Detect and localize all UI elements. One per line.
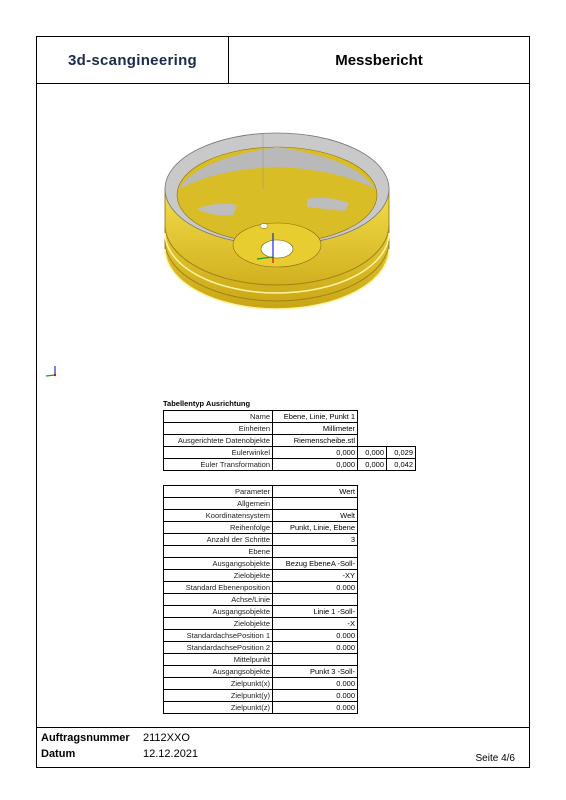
parameter-value-cell: 0.000 <box>273 702 358 714</box>
parameter-label-cell: Mittelpunkt <box>164 654 273 666</box>
date-value: 12.12.2021 <box>143 748 199 760</box>
axis-triad-icon <box>43 361 63 379</box>
alignment-row <box>164 459 416 471</box>
alignment-value-cell: 0,000 <box>358 459 387 471</box>
order-number-label: Auftragsnummer <box>41 732 130 744</box>
parameter-table <box>163 485 358 714</box>
parameter-row <box>164 606 358 618</box>
alignment-label-cell: Einheiten <box>164 423 273 435</box>
alignment-label-cell: Ausgerichtete Datenobjekte <box>164 435 273 447</box>
parameter-label-cell: StandardachsePosition 1 <box>164 630 273 642</box>
alignment-label-cell: Euler Transformation <box>164 459 273 471</box>
parameter-row <box>164 510 358 522</box>
parameter-label-cell: Koordinatensystem <box>164 510 273 522</box>
alignment-row <box>164 423 416 435</box>
alignment-value-cell: Riemenscheibe.stl <box>273 435 358 447</box>
alignment-value-cell <box>387 435 416 447</box>
alignment-value-cell <box>387 423 416 435</box>
parameter-row <box>164 594 358 606</box>
alignment-label-cell: Name <box>164 411 273 423</box>
report-footer <box>37 727 529 770</box>
parameter-value-cell: 0.000 <box>273 690 358 702</box>
alignment-row <box>164 435 416 447</box>
parameter-value-cell: Punkt, Linie, Ebene <box>273 522 358 534</box>
alignment-value-cell: 0,000 <box>273 459 358 471</box>
parameter-row <box>164 630 358 642</box>
parameter-row <box>164 534 358 546</box>
alignment-row <box>164 447 416 459</box>
parameter-value-cell: 0.000 <box>273 642 358 654</box>
parameter-value-cell <box>273 654 358 666</box>
page-number: Seite 4/6 <box>475 753 515 764</box>
parameter-row <box>164 678 358 690</box>
parameter-value-cell: 0.000 <box>273 582 358 594</box>
alignment-value-cell: Ebene, Linie, Punkt 1 <box>273 411 358 423</box>
parameter-label-cell: Achse/Linie <box>164 594 273 606</box>
parameter-row <box>164 618 358 630</box>
parameter-value-cell <box>273 546 358 558</box>
parameter-label-cell: Zielpunkt(y) <box>164 690 273 702</box>
alignment-value-cell <box>358 435 387 447</box>
parameter-value-cell: Wert <box>273 486 358 498</box>
parameter-row <box>164 654 358 666</box>
parameter-value-cell: Welt <box>273 510 358 522</box>
parameter-value-cell: 0.000 <box>273 630 358 642</box>
order-number-value: 2112XXO <box>143 732 190 744</box>
parameter-label-cell: Standard Ebenenposition <box>164 582 273 594</box>
parameter-value-cell: 0.000 <box>273 678 358 690</box>
parameter-label-cell: Ausgangsobjekte <box>164 666 273 678</box>
company-logo: 3d-scangineering <box>37 37 229 83</box>
parameter-label-cell: Zielpunkt(z) <box>164 702 273 714</box>
alignment-value-cell <box>358 423 387 435</box>
parameter-row <box>164 690 358 702</box>
alignment-value-cell: 0,029 <box>387 447 416 459</box>
alignment-value-cell: 0,000 <box>273 447 358 459</box>
parameter-label-cell: Zielobjekte <box>164 570 273 582</box>
alignment-table <box>163 410 416 471</box>
alignment-table-title: Tabellentyp Ausrichtung <box>163 399 251 408</box>
parameter-label-cell: Parameter <box>164 486 273 498</box>
parameter-row <box>164 486 358 498</box>
parameter-label-cell: StandardachsePosition 2 <box>164 642 273 654</box>
parameter-label-cell: Ebene <box>164 546 273 558</box>
parameter-value-cell: 3 <box>273 534 358 546</box>
parameter-row <box>164 570 358 582</box>
parameter-row <box>164 582 358 594</box>
parameter-row <box>164 522 358 534</box>
parameter-value-cell: Linie 1 -Soll- <box>273 606 358 618</box>
parameter-label-cell: Zielobjekte <box>164 618 273 630</box>
parameter-label-cell: Ausgangsobjekte <box>164 558 273 570</box>
alignment-value-cell: 0,042 <box>387 459 416 471</box>
parameter-label-cell: Zielpunkt(x) <box>164 678 273 690</box>
parameter-label-cell: Ausgangsobjekte <box>164 606 273 618</box>
parameter-label-cell: Anzahl der Schritte <box>164 534 273 546</box>
report-header <box>37 37 529 84</box>
parameter-row <box>164 498 358 510</box>
alignment-value-cell <box>387 411 416 423</box>
alignment-value-cell: Millimeter <box>273 423 358 435</box>
parameter-value-cell: Punkt 3 -Soll- <box>273 666 358 678</box>
parameter-row <box>164 546 358 558</box>
parameter-row <box>164 702 358 714</box>
parameter-label-cell: Allgemein <box>164 498 273 510</box>
parameter-value-cell: -X <box>273 618 358 630</box>
parameter-value-cell <box>273 498 358 510</box>
date-label: Datum <box>41 748 76 760</box>
report-title: Messbericht <box>335 51 423 69</box>
alignment-value-cell: 0,000 <box>358 447 387 459</box>
parameter-value-cell: -XY <box>273 570 358 582</box>
parameter-row <box>164 642 358 654</box>
alignment-label-cell: Eulerwinkel <box>164 447 273 459</box>
report-frame <box>36 36 530 768</box>
parameter-label-cell: Reihenfolge <box>164 522 273 534</box>
pulley-3d-view <box>157 129 397 329</box>
alignment-row <box>164 411 416 423</box>
parameter-row <box>164 666 358 678</box>
parameter-row <box>164 558 358 570</box>
parameter-value-cell: Bezug EbeneA -Soll- <box>273 558 358 570</box>
parameter-value-cell <box>273 594 358 606</box>
alignment-value-cell <box>358 411 387 423</box>
